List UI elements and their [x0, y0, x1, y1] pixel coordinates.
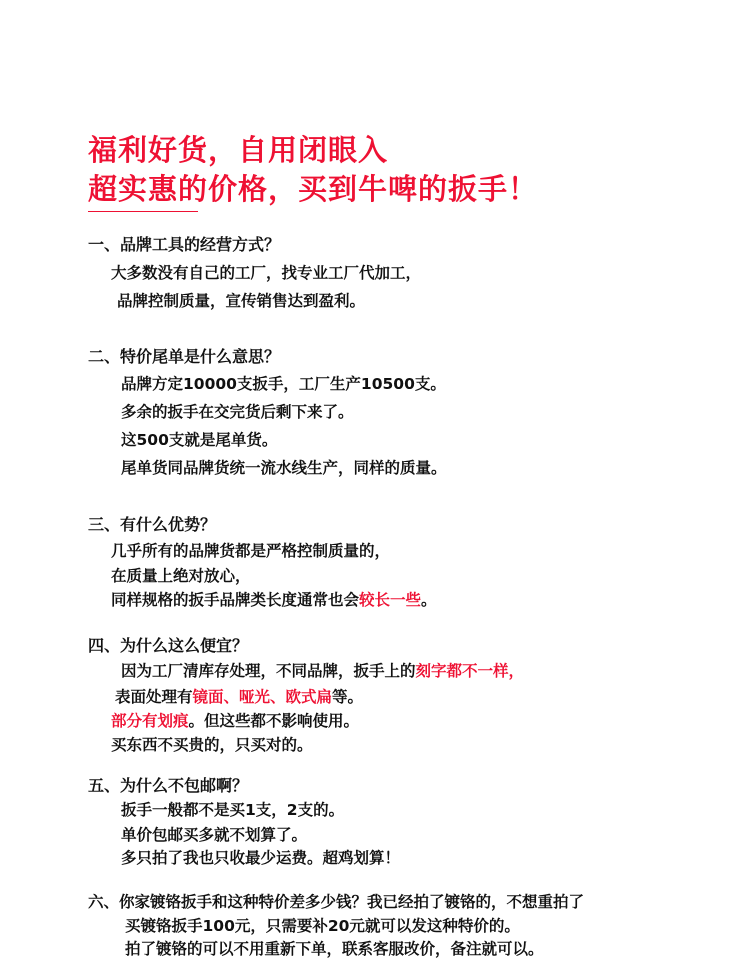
section-1-line-2: 品牌控制质量，宣传销售达到盈利。	[117, 292, 366, 310]
section-4-line-3-text: 。但这些都不影响使用。	[188, 712, 360, 730]
section-6-line-2: 拍了镀铬的可以不用重新下单，联系客服改价，备注就可以。	[125, 940, 544, 958]
section-4-highlight-finish: 镜面、哑光、欧式扁	[192, 688, 333, 706]
section-3-line-3	[111, 588, 437, 610]
section-1-heading: 一、品牌工具的经营方式？	[88, 235, 281, 254]
section-4-line-1	[121, 659, 524, 681]
section-4-line-2	[115, 685, 363, 707]
section-4-line-1-text: 因为工厂清库存处理，不同品牌，扳手上的	[121, 662, 416, 680]
section-3-line-1: 几乎所有的品牌货都是严格控制质量的，	[111, 542, 391, 560]
section-3-heading: 三、有什么优势？	[88, 515, 217, 534]
headline-line-2: 超实惠的价格，买到牛啤的扳手！	[88, 172, 539, 206]
section-6-heading: 六、你家镀铬扳手和这种特价差多少钱？我已经拍了镀铬的，不想重拍了	[88, 893, 585, 911]
section-5-line-3: 多只拍了我也只收最少运费。超鸡划算！	[121, 849, 401, 867]
section-4-line-3	[111, 709, 359, 731]
section-3-line-3-text: 同样规格的扳手品牌类长度通常也会	[111, 591, 360, 609]
section-4-highlight-scratches: 部分有划痕	[111, 712, 189, 730]
section-5-heading: 五、为什么不包邮啊？	[88, 776, 249, 795]
section-6-line-1: 买镀铬扳手100元，只需要补20元就可以发这种特价的。	[125, 917, 520, 935]
section-4-highlight-engraving: 刻字都不一样，	[415, 662, 525, 680]
section-5-line-1: 扳手一般都不是买1支，2支的。	[121, 801, 345, 819]
section-3-highlight: 较长一些	[359, 591, 422, 609]
section-4-line-4: 买东西不买贵的，只买对的。	[111, 736, 313, 754]
section-3-line-3-end: 。	[421, 591, 437, 609]
headline-divider	[88, 211, 198, 212]
section-2-line-3: 这500支就是尾单货。	[121, 431, 278, 449]
section-4-heading: 四、为什么这么便宜？	[88, 636, 249, 655]
section-2-line-2: 多余的扳手在交完货后剩下来了。	[121, 403, 354, 421]
section-5-line-2: 单价包邮买多就不划算了。	[121, 826, 308, 844]
section-1-line-1: 大多数没有自己的工厂，找专业工厂代加工，	[111, 264, 422, 282]
headline-line-1: 福利好货，自用闭眼入	[88, 133, 389, 167]
section-2-line-4: 尾单货同品牌货统一流水线生产，同样的质量。	[121, 459, 447, 477]
section-2-heading: 二、特价尾单是什么意思？	[88, 347, 281, 366]
section-4-line-2-end: 等。	[332, 688, 364, 706]
section-2-line-1: 品牌方定10000支扳手，工厂生产10500支。	[121, 375, 446, 393]
section-3-line-2: 在质量上绝对放心，	[111, 567, 251, 585]
section-4-line-2-text: 表面处理有	[115, 688, 193, 706]
